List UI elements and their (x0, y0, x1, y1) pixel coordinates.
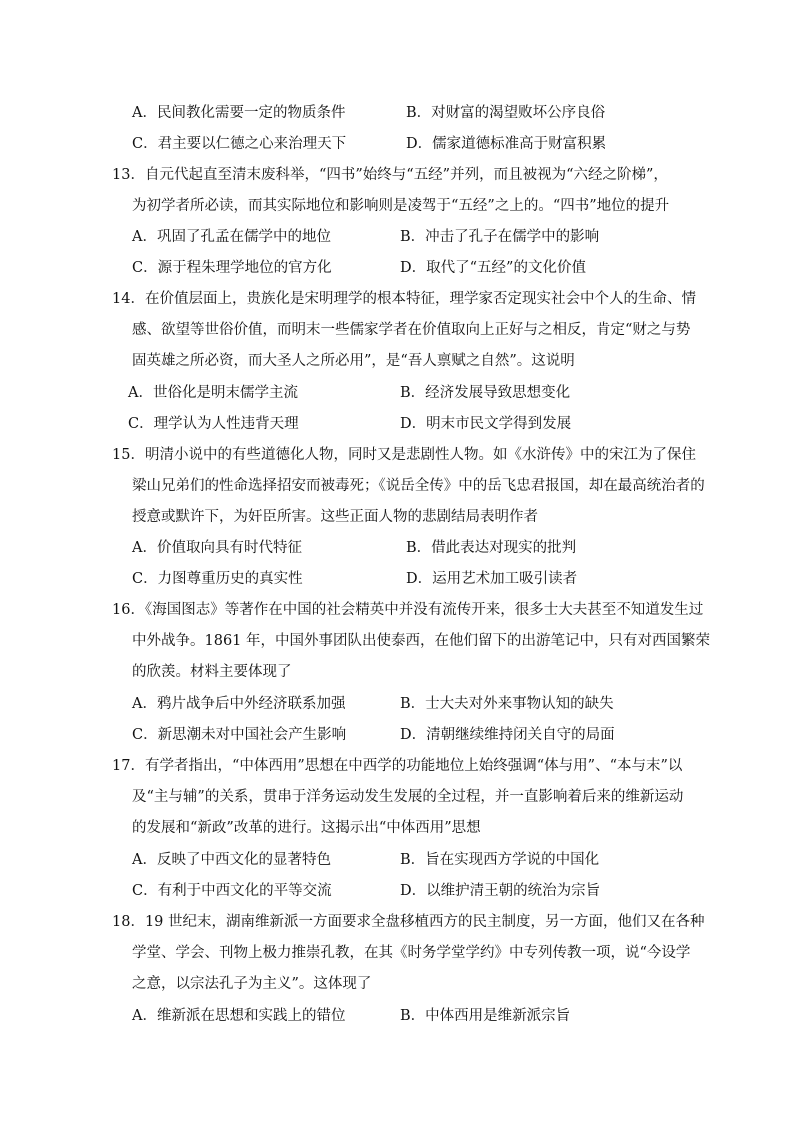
q15-stem-line-2: 梁山兄弟们的性命选择招安而被毒死；《说岳全传》中的岳飞忠君报国，却在最高统治者的 (132, 478, 705, 494)
q14-stem-line-3: 固英雄之所必资，而大圣人之所必用”，是“吾人禀赋之自然”。这说明 (132, 353, 575, 369)
q15-stem-line-3: 授意或默许下，为奸臣所害。这些正面人物的悲剧结局表明作者 (132, 509, 538, 525)
q16-stem-line-2: 中外战争。1861 年，中国外事团队出使泰西，在他们留下的出游笔记中，只有对西国繁荣 (132, 633, 711, 649)
q15-option-b: B．借此表达对现实的批判 (406, 540, 577, 556)
q17-option-a: A．反映了中西文化的显著特色 (132, 852, 331, 868)
q13-option-b: B．冲击了孔子在儒学中的影响 (400, 229, 600, 245)
q17-option-c: C．有利于中西文化的平等交流 (132, 883, 332, 899)
q18-option-b: B．中体西用是维新派宗旨 (400, 1008, 571, 1024)
q17-stem-line-3: 的发展和“新政”改革的进行。这揭示出“中体西用”思想 (132, 820, 481, 836)
q16-stem-line-1: 16．《海国图志》等著作在中国的社会精英中并没有流传开来，很多士大夫甚至不知道发生过 (112, 602, 704, 618)
q13-stem-line-1: 13．自元代起直至清末废科举，“四书”始终与“五经”并列，而且被视为“六经之阶梯”， (112, 167, 668, 183)
q16-stem-line-3: 的欣羡。材料主要体现了 (132, 664, 292, 680)
q13-stem-line-2: 为初学者所必读，而其实际地位和影响则是凌驾于“五经”之上的。“四书”地位的提升 (132, 198, 670, 214)
q14-option-c: C．理学认为人性违背天理 (128, 416, 299, 432)
q12-option-a: A．民间教化需要一定的物质条件 (132, 105, 346, 121)
q16-option-c: C．新思潮未对中国社会产生影响 (132, 727, 347, 743)
q12-option-d: D．儒家道德标准高于财富积累 (406, 136, 607, 152)
q18-stem-line-1: 18．19 世纪末，湖南维新派一方面要求全盘移植西方的民主制度，另一方面，他们又在各种 (112, 914, 705, 930)
q16-option-a: A．鸦片战争后中外经济联系加强 (132, 696, 346, 712)
q14-option-b: B．经济发展导致思想变化 (400, 385, 571, 401)
q18-stem-line-3: 之意，以宗法孔子为主义”。这体现了 (132, 976, 372, 992)
q14-stem-line-1: 14．在价值层面上，贵族化是宋明理学的根本特征，理学家否定现实社会中个人的生命、情 (112, 291, 696, 307)
q16-option-b: B．士大夫对外来事物认知的缺失 (400, 696, 614, 712)
q17-option-b: B．旨在实现西方学说的中国化 (400, 852, 600, 868)
q16-option-d: D．清朝继续维持闭关自守的局面 (400, 727, 615, 743)
q15-option-c: C．力图尊重历史的真实性 (132, 571, 303, 587)
q12-option-c: C．君主要以仁德之心来治理天下 (132, 136, 347, 152)
q14-option-d: D．明末市民文学得到发展 (400, 416, 572, 432)
q15-option-d: D．运用艺术加工吸引读者 (406, 571, 578, 587)
q17-option-d: D．以维护清王朝的统治为宗旨 (400, 883, 601, 899)
q14-option-a: A．世俗化是明末儒学主流 (128, 385, 298, 401)
q13-option-a: A．巩固了孔孟在儒学中的地位 (132, 229, 331, 245)
q14-stem-line-2: 感、欲望等世俗价值，而明末一些儒家学者在价值取向上正好与之相反，肯定“财之与势 (132, 322, 691, 338)
q17-stem-line-2: 及“主与辅”的关系，贯串于洋务运动发生发展的全过程，并一直影响着后来的维新运动 (132, 789, 684, 805)
q15-stem-line-1: 15．明清小说中的有些道德化人物，同时又是悲剧性人物。如《水浒传》中的宋江为了保住 (112, 447, 696, 463)
q13-option-c: C．源于程朱理学地位的官方化 (132, 260, 332, 276)
q17-stem-line-1: 17．有学者指出，“中体西用”思想在中西学的功能地位上始终强调“体与用”、“本与末”以 (112, 758, 683, 774)
q13-option-d: D．取代了“五经”的文化价值 (400, 260, 586, 276)
q18-stem-line-2: 学堂、学会、刊物上极力推崇孔教，在其《时务学堂学约》中专列传教一项，说“今设学 (132, 945, 691, 961)
q12-option-b: B．对财富的渴望败坏公序良俗 (406, 105, 606, 121)
q15-option-a: A．价值取向具有时代特征 (132, 540, 302, 556)
q18-option-a: A．维新派在思想和实践上的错位 (132, 1008, 346, 1024)
